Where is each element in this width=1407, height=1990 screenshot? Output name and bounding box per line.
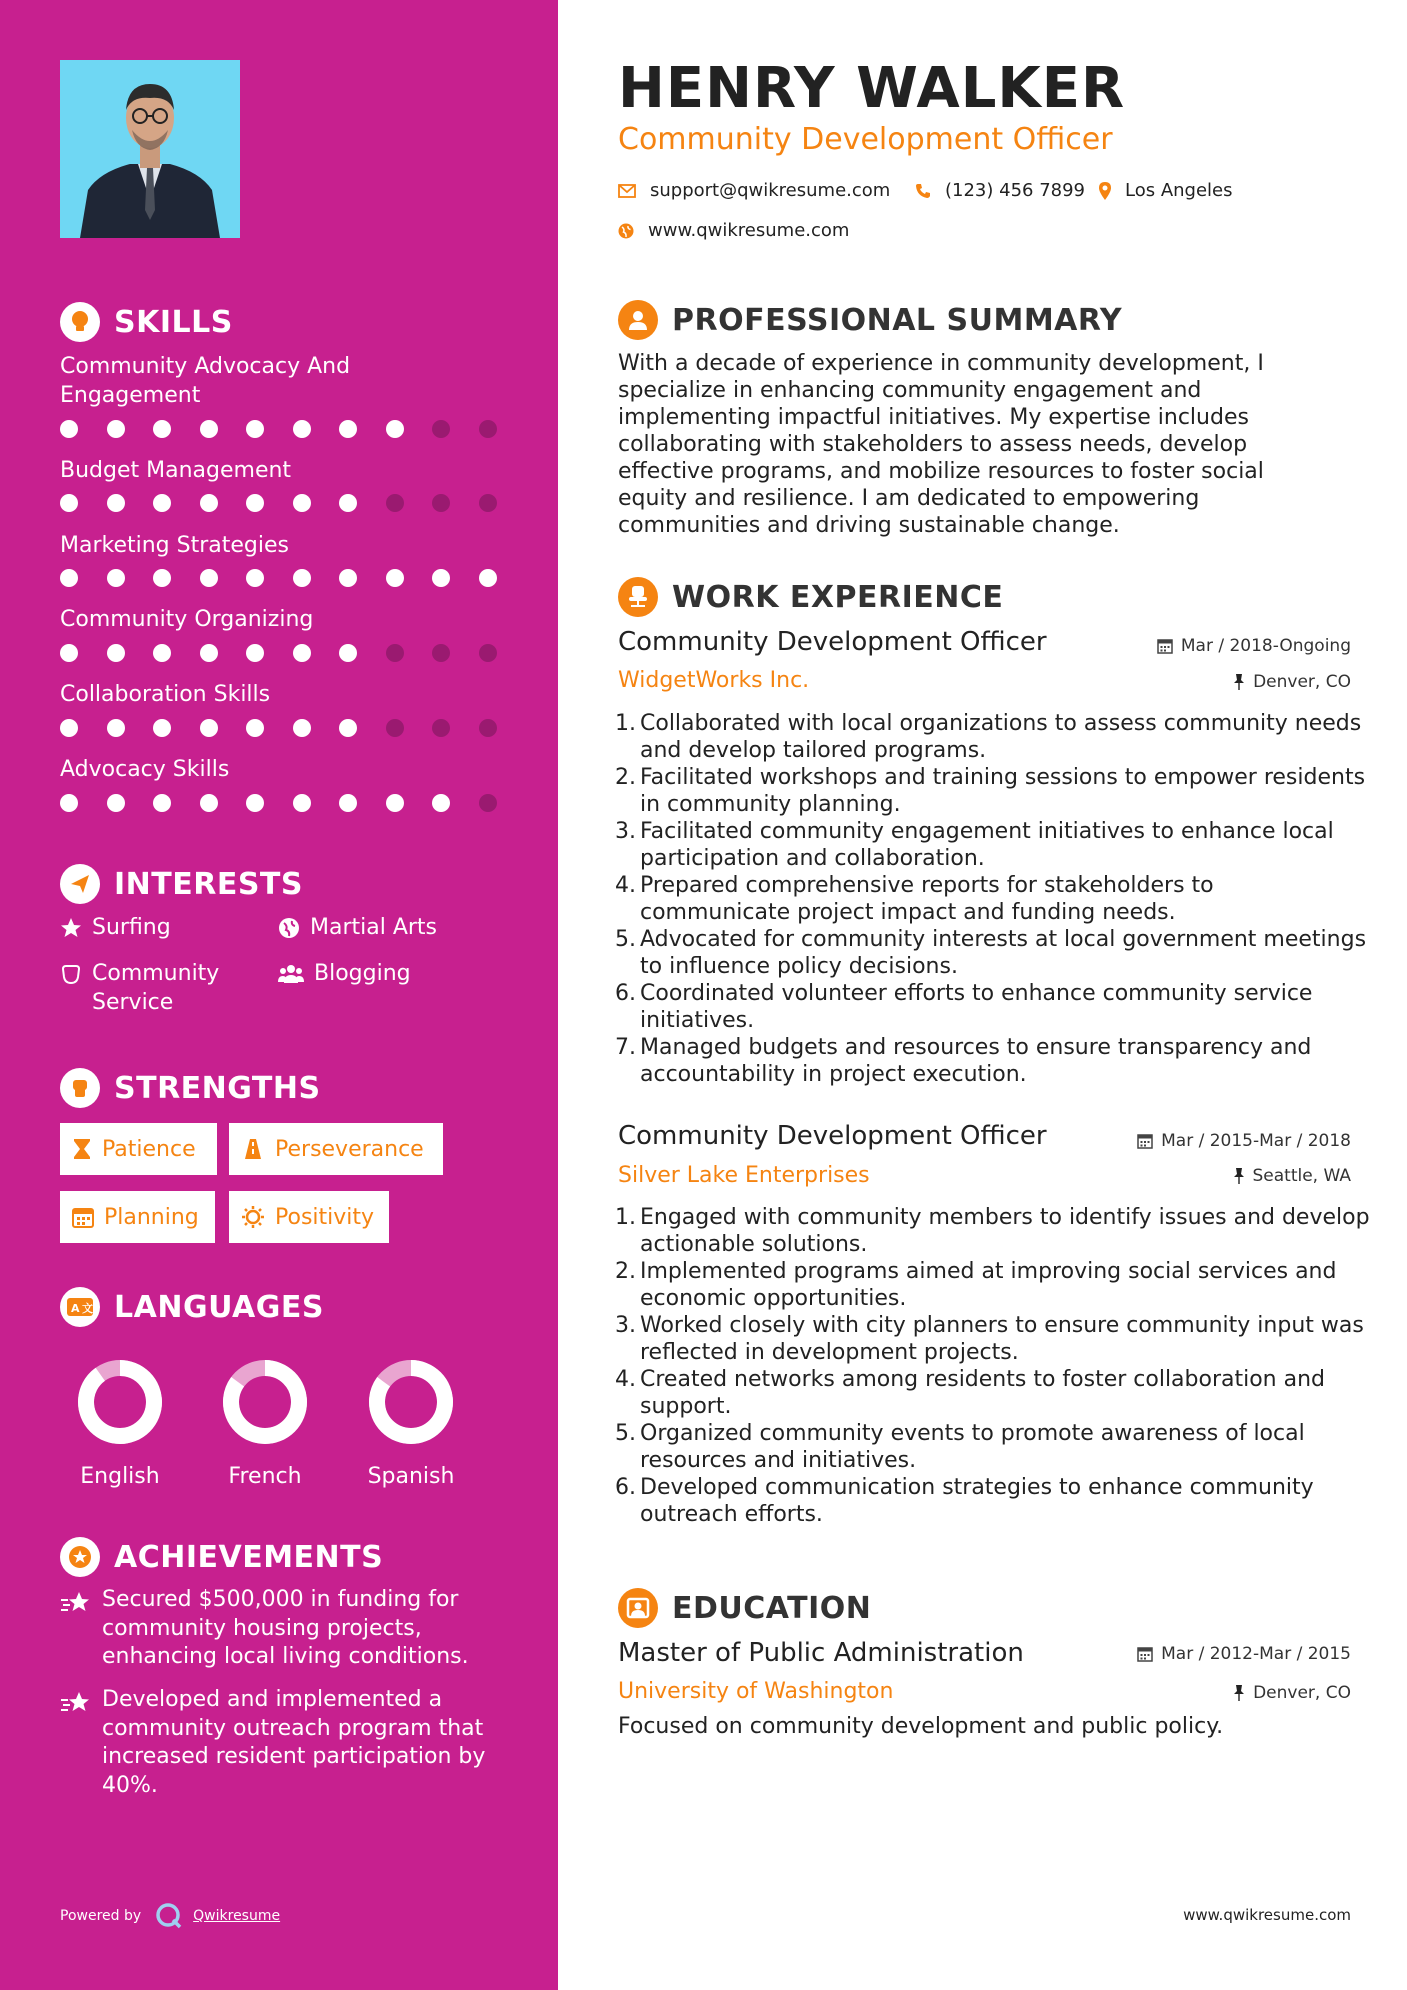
bullet-number: 7. [615,1035,636,1060]
shooting-star-icon [60,1590,92,1616]
skill-dot [432,719,450,737]
skill-dot [200,569,218,587]
bullet-text: Managed budgets and resources to ensure transparency and accountability in project execution. [640,1035,1312,1087]
degree-title: Master of Public Administration [618,1638,1024,1668]
job-title: Community Development Officer [618,627,1047,657]
education-location [1233,1683,1351,1703]
skill-dot [339,569,357,587]
map-pin-icon [1099,182,1111,200]
bullet-text: Facilitated workshops and training sessions to empower residents in community planning. [640,765,1366,817]
job-bullet [610,872,1370,926]
strength-tag [60,1123,217,1175]
skill-rating [60,420,525,438]
bullet-number: 4. [615,873,636,898]
skill-dot [386,569,404,587]
bullet-number: 6. [615,1475,636,1500]
strengths-header [60,1068,321,1108]
skill-dot [479,719,497,737]
skill-dot [432,644,450,662]
interest-item [278,959,411,988]
company-name: Silver Lake Enterprises [618,1163,870,1188]
skill-dot [386,420,404,438]
candidate-name: HENRY WALKER [618,56,1126,121]
profile-photo [60,60,240,238]
skill-name: Budget Management [60,458,292,483]
skill-dot [153,569,171,587]
bullet-text: Facilitated community engagement initiatives to enhance local participation and collaboration. [640,819,1334,871]
job-bullet [610,980,1370,1034]
bullet-text: Prepared comprehensive reports for stakeholders to communicate project impact and funding needs. [640,873,1214,925]
skill-dot [200,719,218,737]
shooting-star-icon [60,1690,92,1716]
job-dates [1157,636,1351,656]
skill-rating [60,794,525,812]
globe-icon [278,917,300,939]
education-title: EDUCATION [672,1590,872,1626]
office-chair-icon [618,577,658,617]
pushpin-icon [1233,1168,1245,1184]
job-bullet [610,1474,1370,1528]
interest-label: Surfing [92,915,171,940]
company-name: WidgetWorks Inc. [618,668,810,693]
contact-phone[interactable] [915,180,1085,201]
bullet-number: 5. [615,1421,636,1446]
language-label: English [80,1464,160,1489]
skill-dot [107,569,125,587]
skill-name: Community Organizing [60,607,314,632]
envelope-icon [618,184,636,198]
dates-text: Mar / 2015-Mar / 2018 [1161,1131,1351,1151]
skill-dot [107,420,125,438]
job-bullet [610,818,1370,872]
pushpin-icon [1233,1685,1245,1701]
skill-dot [153,420,171,438]
skill-rating [60,494,525,512]
contact-email[interactable] [618,180,890,201]
bullet-text: Developed communication strategies to enhance community outreach efforts. [640,1475,1314,1527]
strengths-title: STRENGTHS [114,1070,321,1106]
graduate-icon [618,1588,658,1628]
job-bullet [610,710,1370,764]
star-icon [60,917,82,939]
job-bullet [610,1366,1370,1420]
job-dates [1137,1131,1351,1151]
skill-dot [479,420,497,438]
bullet-text: Collaborated with local organizations to assess community needs and develop tailored programs. [640,711,1362,763]
skill-dot [339,719,357,737]
qwikresume-link[interactable]: Qwikresume [193,1908,281,1924]
interests-title: INTERESTS [114,866,303,902]
skill-dot [200,420,218,438]
skill-dot [479,569,497,587]
bullet-text: Engaged with community members to identify issues and develop actionable solutions. [640,1205,1370,1257]
skill-name: Marketing Strategies [60,533,289,558]
contact-website[interactable] [618,220,849,241]
skill-dot [339,420,357,438]
skill-dot [246,719,264,737]
language-item [70,1352,170,1489]
language-level-arc [86,1368,154,1436]
skill-dot [153,719,171,737]
skill-dot [479,794,497,812]
calendar-icon [1137,1133,1153,1149]
skill-dot [432,420,450,438]
achievement-text: Developed and implemented a community outreach program that increased resident participation by 40%. [102,1687,486,1798]
skill-dot [293,794,311,812]
interest-item [278,913,437,942]
phone-icon [915,183,931,199]
skill-dot [246,569,264,587]
summary-header [618,300,1122,340]
interest-item [60,913,171,942]
experience-title: WORK EXPERIENCE [672,579,1004,615]
job-bullet [610,1312,1370,1366]
bullet-text: Organized community events to promote awareness of local resources and initiatives. [640,1421,1305,1473]
education-description: Focused on community development and public policy. [618,1714,1224,1739]
job-bullet [610,764,1370,818]
achievement-text: Secured $500,000 in funding for community housing projects, enhancing local living conditions. [102,1587,469,1669]
skill-dot [60,494,78,512]
summary-text: With a decade of experience in community development, I specialize in enhancing community engagement and implementing impactful initiatives. My expertise includes collaborating with stakeholders to assess needs, develop effective programs, and mobilize resources to foster social equity and resilience. I am dedicated to empowering communities and driving sustainable change. [618,351,1264,538]
strength-label: Patience [102,1136,196,1162]
skill-dot [432,794,450,812]
skill-dot [293,719,311,737]
hourglass-icon [72,1138,92,1160]
skill-dot [386,644,404,662]
skill-dot [293,569,311,587]
skill-dot [339,494,357,512]
skill-dot [153,644,171,662]
strength-label: Planning [104,1204,199,1230]
skill-dot [246,420,264,438]
skill-dot [293,644,311,662]
skill-dot [153,794,171,812]
skill-dot [246,644,264,662]
skill-name: Community Advocacy And Engagement [60,354,351,408]
bullet-number: 1. [615,711,636,736]
skill-dot [339,644,357,662]
contact-location [1099,180,1233,201]
skill-dot [107,644,125,662]
job-bullet [610,1420,1370,1474]
interest-label: Blogging [314,961,411,986]
achievements-header [60,1537,383,1577]
bullet-number: 2. [615,765,636,790]
skill-dot [107,794,125,812]
skill-dot [246,494,264,512]
svg-text:A: A [71,1302,80,1315]
skill-dot [60,794,78,812]
hand-icon [60,963,82,985]
powered-by [60,1902,280,1930]
skill-dot [107,719,125,737]
job-bullets [610,710,1370,1088]
language-donut [70,1352,170,1452]
location-text: Denver, CO [1253,672,1351,692]
education-dates [1137,1644,1351,1664]
qwikresume-logo-icon [155,1902,183,1930]
job-title: Community Development Officer [618,1121,1047,1151]
job-bullet [610,1258,1370,1312]
skill-dot [107,494,125,512]
bullet-text: Created networks among residents to foster collaboration and support. [640,1367,1326,1419]
skills-title: SKILLS [114,304,233,340]
globe-icon [618,223,634,239]
skill-dot [432,494,450,512]
skill-dot [200,794,218,812]
skill-rating [60,644,525,662]
sidebar [0,0,558,1990]
dates-text: Mar / 2012-Mar / 2015 [1161,1644,1351,1664]
skill-dot [246,794,264,812]
lightbulb-icon [60,302,100,342]
school-name: University of Washington [618,1679,894,1704]
svg-text:文: 文 [82,1302,93,1315]
education-header [618,1588,871,1628]
achievement-item [60,1686,500,1800]
interest-item [60,959,250,1017]
skill-dot [386,494,404,512]
bullet-text: Implemented programs aimed at improving social services and economic opportunities. [640,1259,1337,1311]
skill-dot [200,644,218,662]
dates-text: Mar / 2018-Ongoing [1180,636,1351,656]
bullet-text: Advocated for community interests at local government meetings to influence policy decisions. [640,927,1367,979]
bullet-text: Coordinated volunteer efforts to enhance community service initiatives. [640,981,1313,1033]
skill-dot [432,569,450,587]
phone-text: (123) 456 7899 [945,180,1086,201]
language-label: French [228,1464,302,1489]
skill-dot [60,569,78,587]
language-donut [215,1352,315,1452]
achievement-item [60,1586,500,1672]
bullet-number: 4. [615,1367,636,1392]
main-content [558,0,1407,1990]
language-label: Spanish [367,1464,455,1489]
bullet-number: 5. [615,927,636,952]
skill-dot [479,494,497,512]
strength-tag [229,1191,389,1243]
bullet-number: 1. [615,1205,636,1230]
skill-dot [293,420,311,438]
skill-dot [293,494,311,512]
bullet-text: Worked closely with city planners to ensure community input was reflected in development projects. [640,1313,1364,1365]
strength-label: Perseverance [275,1136,424,1162]
skill-dot [479,644,497,662]
languages-title: LANGUAGES [114,1289,324,1325]
interests-header [60,864,303,904]
candidate-role: Community Development Officer [618,122,1113,157]
skill-dot [339,794,357,812]
translate-icon [60,1287,100,1327]
calendar-icon [1157,638,1173,654]
job-bullet [610,1204,1370,1258]
experience-header [618,577,1003,617]
job-bullet [610,1034,1370,1088]
star-badge-icon [60,1537,100,1577]
job-bullets [610,1204,1370,1528]
fist-icon [60,1068,100,1108]
website-text: www.qwikresume.com [648,220,850,241]
language-item [215,1352,315,1489]
skill-dot [60,644,78,662]
calendar-icon [1137,1646,1153,1662]
strength-tag [229,1123,443,1175]
interest-label: Martial Arts [310,915,438,940]
skills-header [60,302,233,342]
strength-label: Positivity [275,1204,375,1230]
skill-name: Advocacy Skills [60,757,230,782]
location-text: Seattle, WA [1252,1166,1351,1186]
strength-tag [60,1191,215,1243]
powered-by-label: Powered by [60,1908,142,1924]
achievements-title: ACHIEVEMENTS [114,1539,384,1575]
skill-rating [60,569,525,587]
email-text: support@qwikresume.com [650,180,891,201]
sun-icon [241,1205,265,1229]
language-donut [361,1352,461,1452]
job-location [1233,1166,1352,1186]
road-icon [241,1138,265,1160]
skill-name: Collaboration Skills [60,682,271,707]
footer-url[interactable]: www.qwikresume.com [1183,1906,1351,1924]
skill-dot [60,719,78,737]
users-icon [278,963,304,985]
skill-dot [386,719,404,737]
bullet-number: 3. [615,819,636,844]
skill-dot [200,494,218,512]
location-text: Denver, CO [1253,1683,1351,1703]
user-icon [618,300,658,340]
interest-label: Community Service [92,961,220,1015]
bullet-number: 3. [615,1313,636,1338]
language-item [361,1352,461,1489]
skill-dot [153,494,171,512]
calendar-icon [72,1206,94,1228]
pushpin-icon [1233,674,1245,690]
bullet-number: 2. [615,1259,636,1284]
location-text: Los Angeles [1125,180,1233,201]
job-bullet [610,926,1370,980]
job-location [1233,672,1351,692]
languages-header [60,1287,324,1327]
paper-plane-icon [60,864,100,904]
skill-dot [386,794,404,812]
skill-dot [60,420,78,438]
skill-rating [60,719,525,737]
summary-title: PROFESSIONAL SUMMARY [672,302,1123,338]
bullet-number: 6. [615,981,636,1006]
